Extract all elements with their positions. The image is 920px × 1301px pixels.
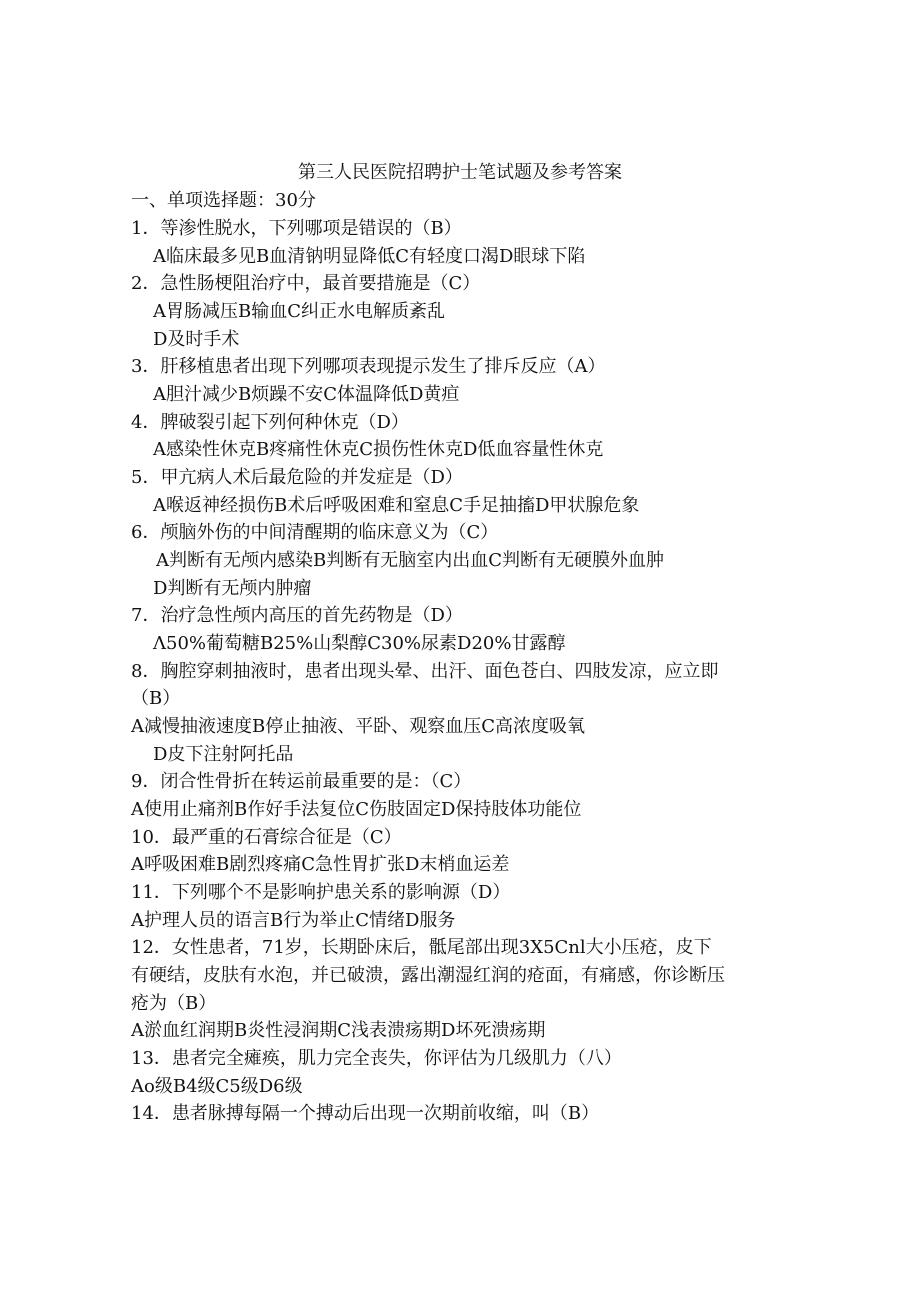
question-8-options: A减慢抽液速度B停止抽液、平卧、观察血压C高浓度吸氧 <box>131 716 585 737</box>
question-3-options: A胆汁减少B烦躁不安C体温降低D黄疸 <box>153 384 460 405</box>
question-8-answer: （B） <box>131 688 181 709</box>
question-13-options: Ao级B4级C5级D6级 <box>131 1076 303 1097</box>
question-10: 10．最严重的石膏综合征是（C） <box>131 827 402 848</box>
question-4-options: A感染性休克B疼痛性休克C损伤性休克D低血容量性休克 <box>153 439 604 460</box>
question-6-options-cont: D判断有无颅内肿瘤 <box>153 578 312 599</box>
question-12-cont-1: 有硬结，皮肤有水泡，并已破溃，露出潮湿红润的疮面，有痛感，你诊断压 <box>131 965 725 986</box>
question-1-options: A临床最多见B血清钠明显降低C有轻度口渴D眼球下陷 <box>153 246 586 267</box>
question-14: 14．患者脉搏每隔一个搏动后出现一次期前收缩，叫（B） <box>131 1103 600 1124</box>
question-9: 9．闭合性骨折在转运前最重要的是：（C） <box>131 771 472 792</box>
question-9-options: A使用止痛剂B作好手法复位C伤肢固定D保持肢体功能位 <box>131 799 582 820</box>
question-11-options: A护理人员的语言B行为举止C情绪D服务 <box>131 910 456 931</box>
question-7: 7．治疗急性颅内高压的首先药物是（D） <box>131 605 463 626</box>
question-2-options: A胃肠减压B输血C纠正水电解质紊乱 <box>153 301 445 322</box>
question-7-options: Λ50%葡萄糖B25%山梨醇C30%尿素D20%甘露醇 <box>153 633 566 654</box>
question-1: 1．等渗性脱水，下列哪项是错误的（B） <box>131 218 462 239</box>
question-3: 3．肝移植患者出现下列哪项表现提示发生了排斥反应（A） <box>131 356 606 377</box>
question-8: 8．胸腔穿刺抽液时，患者出现头晕、出汗、面色苍白、四肢发凉，应立即 <box>131 661 719 682</box>
question-12: 12．女性患者，71岁，长期卧床后，骶尾部出现3X5Cnl大小压疮，皮下 <box>131 937 712 958</box>
question-6: 6．颅脑外伤的中间清醒期的临床意义为（C） <box>131 522 499 543</box>
question-13: 13．患者完全瘫痪，肌力完全丧失，你评估为几级肌力（八） <box>131 1048 622 1069</box>
question-6-options: A判断有无颅内感染B判断有无脑室内出血C判断有无硬膜外血肿 <box>156 550 664 571</box>
question-2: 2．急性肠梗阻治疗中，最首要措施是（C） <box>131 273 481 294</box>
question-12-cont-2: 疮为（B） <box>131 993 217 1014</box>
question-10-options: A呼吸困难B剧烈疼痛C急性胃扩张D末梢血运差 <box>131 854 510 875</box>
question-5-options: A喉返神经损伤B术后呼吸困难和窒息C手足抽搐D甲状腺危象 <box>153 495 640 516</box>
question-8-options-cont: D皮下注射阿托品 <box>153 744 294 765</box>
question-4: 4．脾破裂引起下列何种休克（D） <box>131 412 409 433</box>
section-heading: 一、单项选择题：30分 <box>131 190 316 211</box>
question-2-options-cont: D及时手术 <box>153 329 240 350</box>
question-5: 5．甲亢病人术后最危险的并发症是（D） <box>131 467 463 488</box>
document-title: 第三人民医院招聘护士笔试题及参考答案 <box>298 162 622 183</box>
question-11: 11．下列哪个不是影响护患关系的影响源（D） <box>131 882 511 903</box>
question-12-options: A淤血红润期B炎性浸润期C浅表溃疡期D坏死溃疡期 <box>131 1020 546 1041</box>
